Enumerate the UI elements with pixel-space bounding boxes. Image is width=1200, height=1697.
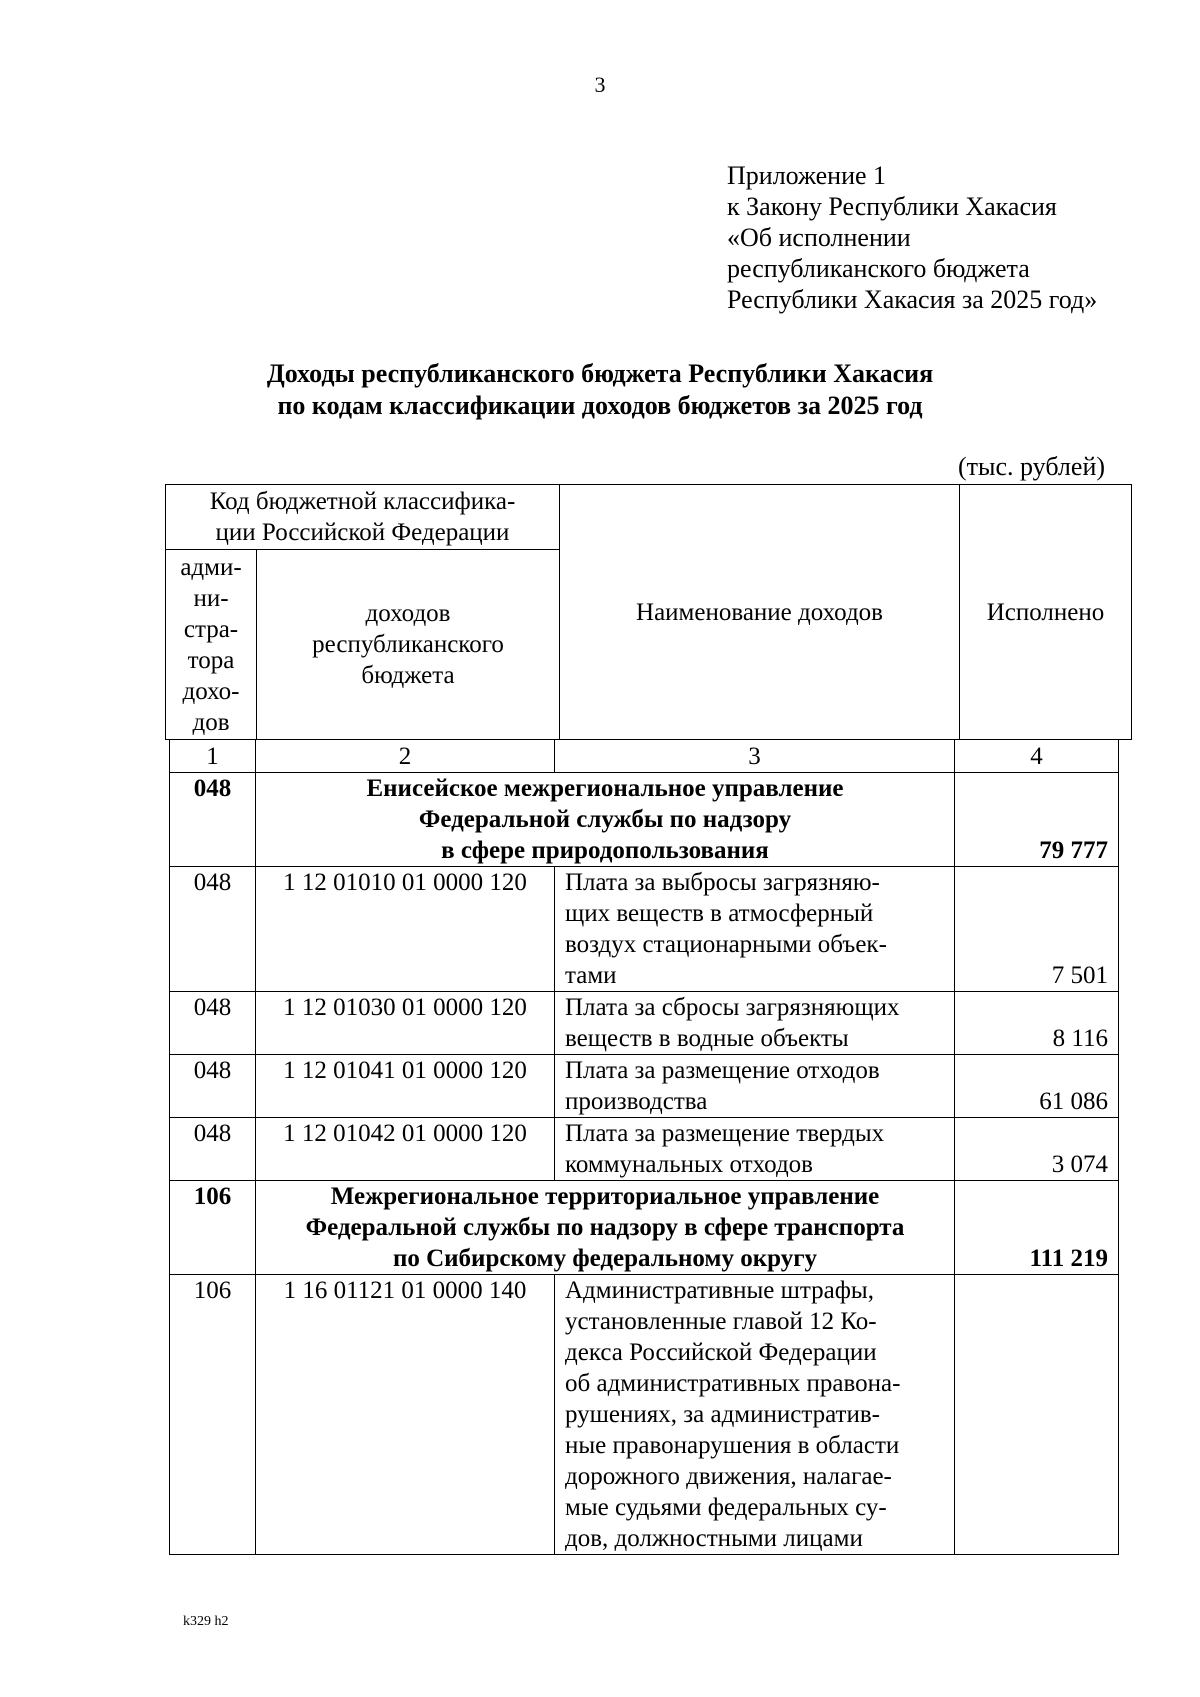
row-admin-code: 048 (170, 992, 256, 1055)
section-admin-code: 106 (170, 1181, 256, 1275)
table-header (165, 484, 1132, 740)
header-admin-line: адми- (180, 553, 242, 581)
name-line: щих веществ в атмосферный (565, 900, 874, 927)
document-title (0, 358, 1200, 422)
appendix-block (727, 160, 1097, 315)
header-admin-line: дов (192, 708, 230, 736)
appendix-line: Республики Хакасия за 2025 год» (727, 285, 1098, 314)
row-amount: 3 074 (955, 1118, 1119, 1181)
row-income-name (555, 1275, 955, 1555)
name-line: Плата за размещение твердых (565, 1120, 885, 1147)
row-income-name (555, 992, 955, 1055)
name-line: об административных правона- (565, 1370, 901, 1397)
name-line: дов, должностными лицами (565, 1525, 863, 1552)
title-line: по кодам классификации доходов бюджетов за 2025 год (277, 391, 923, 420)
header-income-code-line: бюджета (361, 662, 455, 689)
row-income-code: 1 12 01010 01 0000 120 (256, 867, 555, 992)
section-admin-code: 048 (170, 773, 256, 867)
row-income-code: 1 12 01041 01 0000 120 (256, 1055, 555, 1118)
agency-line: Федеральной службы по надзору (418, 806, 792, 833)
row-admin-code: 048 (170, 1118, 256, 1181)
row-amount: 8 116 (955, 992, 1119, 1055)
name-line: мые судьями федеральных су- (565, 1494, 887, 1521)
title-line: Доходы республиканского бюджета Республики Хакасия (266, 359, 934, 388)
row-income-code: 1 16 01121 01 0000 140 (256, 1275, 555, 1555)
name-line: тами (565, 962, 617, 989)
agency-line: Федеральной службы по надзору в сфере транспорта (305, 1214, 905, 1241)
name-line: коммунальных отходов (565, 1151, 813, 1178)
column-number: 3 (555, 740, 955, 773)
section-agency (256, 1181, 955, 1275)
section-row (170, 1181, 1119, 1275)
income-table (169, 739, 1119, 1555)
table-row (170, 1275, 1119, 1555)
name-line: установленные главой 12 Ко- (565, 1308, 877, 1335)
name-line: декса Российской Федерации (565, 1339, 877, 1366)
header-admin (166, 550, 257, 740)
name-line: Плата за размещение отходов (565, 1057, 880, 1084)
name-line: ные правонарушения в области (565, 1432, 900, 1459)
row-amount: 7 501 (955, 867, 1119, 992)
appendix-line: Приложение 1 (727, 161, 887, 190)
row-income-code: 1 12 01030 01 0000 120 (256, 992, 555, 1055)
appendix-line: к Закону Республики Хакасия (727, 192, 1057, 221)
column-number: 1 (170, 740, 256, 773)
row-amount: 61 086 (955, 1055, 1119, 1118)
name-line: Плата за выбросы загрязняю- (565, 869, 880, 896)
row-admin-code: 048 (170, 1055, 256, 1118)
units-label: (тыс. рублей) (958, 452, 1106, 481)
row-income-name (555, 1055, 955, 1118)
header-name: Наименование доходов (560, 485, 960, 740)
header-admin-line: дохо- (182, 677, 240, 705)
name-line: Плата за сбросы загрязняющих (565, 994, 900, 1021)
name-line: рушениях, за административ- (565, 1401, 880, 1428)
agency-line: по Сибирскому федеральному округу (392, 1245, 818, 1272)
row-income-name (555, 867, 955, 992)
name-line: веществ в водные объекты (565, 1025, 849, 1052)
table-row (170, 1055, 1119, 1118)
row-income-code: 1 12 01042 01 0000 120 (256, 1118, 555, 1181)
header-code-group-line: ции Российской Федерации (215, 519, 510, 546)
name-line: воздух стационарными объек- (565, 931, 887, 958)
row-amount (955, 1275, 1119, 1555)
table-row (170, 992, 1119, 1055)
section-row (170, 773, 1119, 867)
header-admin-line: ни- (193, 584, 229, 612)
row-admin-code: 048 (170, 867, 256, 992)
agency-line: в сфере природопользования (441, 837, 769, 864)
column-number: 2 (256, 740, 555, 773)
section-agency (256, 773, 955, 867)
header-admin-line: тора (187, 646, 235, 674)
header-executed: Исполнено (960, 485, 1132, 740)
footer-code: k329 h2 (183, 1614, 229, 1629)
header-admin-line: стра- (183, 615, 239, 643)
row-admin-code: 106 (170, 1275, 256, 1555)
appendix-line: республиканского бюджета (727, 254, 1030, 283)
header-income-code-line: республиканского (312, 631, 504, 658)
header-code-group (166, 485, 560, 550)
name-line: Административные штрафы, (565, 1277, 874, 1304)
name-line: производства (565, 1088, 708, 1115)
appendix-line: «Об исполнении (727, 223, 911, 252)
header-code-group-line: Код бюджетной классифика- (209, 488, 516, 515)
name-line: дорожного движения, налагае- (565, 1463, 892, 1490)
section-total: 111 219 (955, 1181, 1119, 1275)
header-income-code-line: доходов (365, 600, 451, 627)
table-row (170, 1118, 1119, 1181)
agency-line: Межрегиональное территориальное управление (330, 1183, 880, 1210)
agency-line: Енисейское межрегиональное управление (366, 775, 844, 802)
column-number: 4 (955, 740, 1119, 773)
column-number-row (170, 740, 1119, 773)
table-row (170, 867, 1119, 992)
header-income-code (257, 550, 560, 740)
page-number: 3 (594, 72, 606, 97)
row-income-name (555, 1118, 955, 1181)
section-total: 79 777 (955, 773, 1119, 867)
